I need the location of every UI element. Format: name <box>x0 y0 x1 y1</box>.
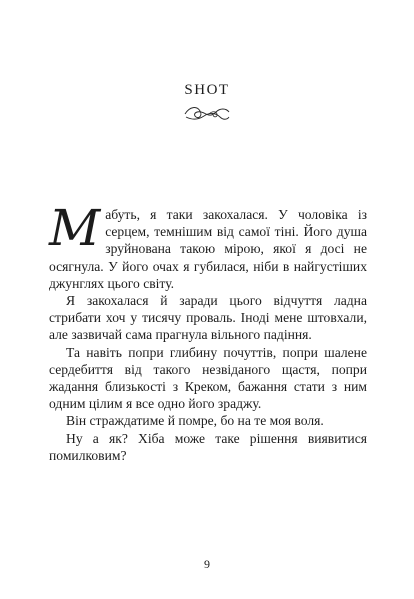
drop-cap: М <box>49 199 101 257</box>
paragraph: Ну а як? Хіба може таке рішення виявитися помилковим? <box>49 430 367 463</box>
paragraph: Я закохалася й заради цього відчуття ладна стрибати хоч у тисячу проваль. Іноді мене штовхали, але зазвичай сама прагнула вільного падіння. <box>49 293 367 343</box>
paragraph <box>49 199 367 292</box>
paragraph-text: абуть, я таки закохалася. У чоловіка із серцем, темнішим від самої тіні. Його душа зруйнована такою мірою, якої я досі не осягнула. У його очах я губилася, ніби в найгустіших джунглях цього світу. <box>49 207 367 291</box>
paragraph: Він страждатиме й помре, бо на те моя воля. <box>66 413 324 429</box>
page-number: 9 <box>204 557 210 571</box>
chapter-title: SHOT <box>184 82 230 98</box>
chapter-text <box>49 199 367 464</box>
swash-flourish-icon <box>182 102 232 126</box>
paragraph: Та навіть попри глибину почуттів, попри шалене сердебиття від такого незвіданого щастя, попри жадання близькості з Креком, бажання стати з ним одним цілим я все одно його зраджу. <box>49 344 367 412</box>
